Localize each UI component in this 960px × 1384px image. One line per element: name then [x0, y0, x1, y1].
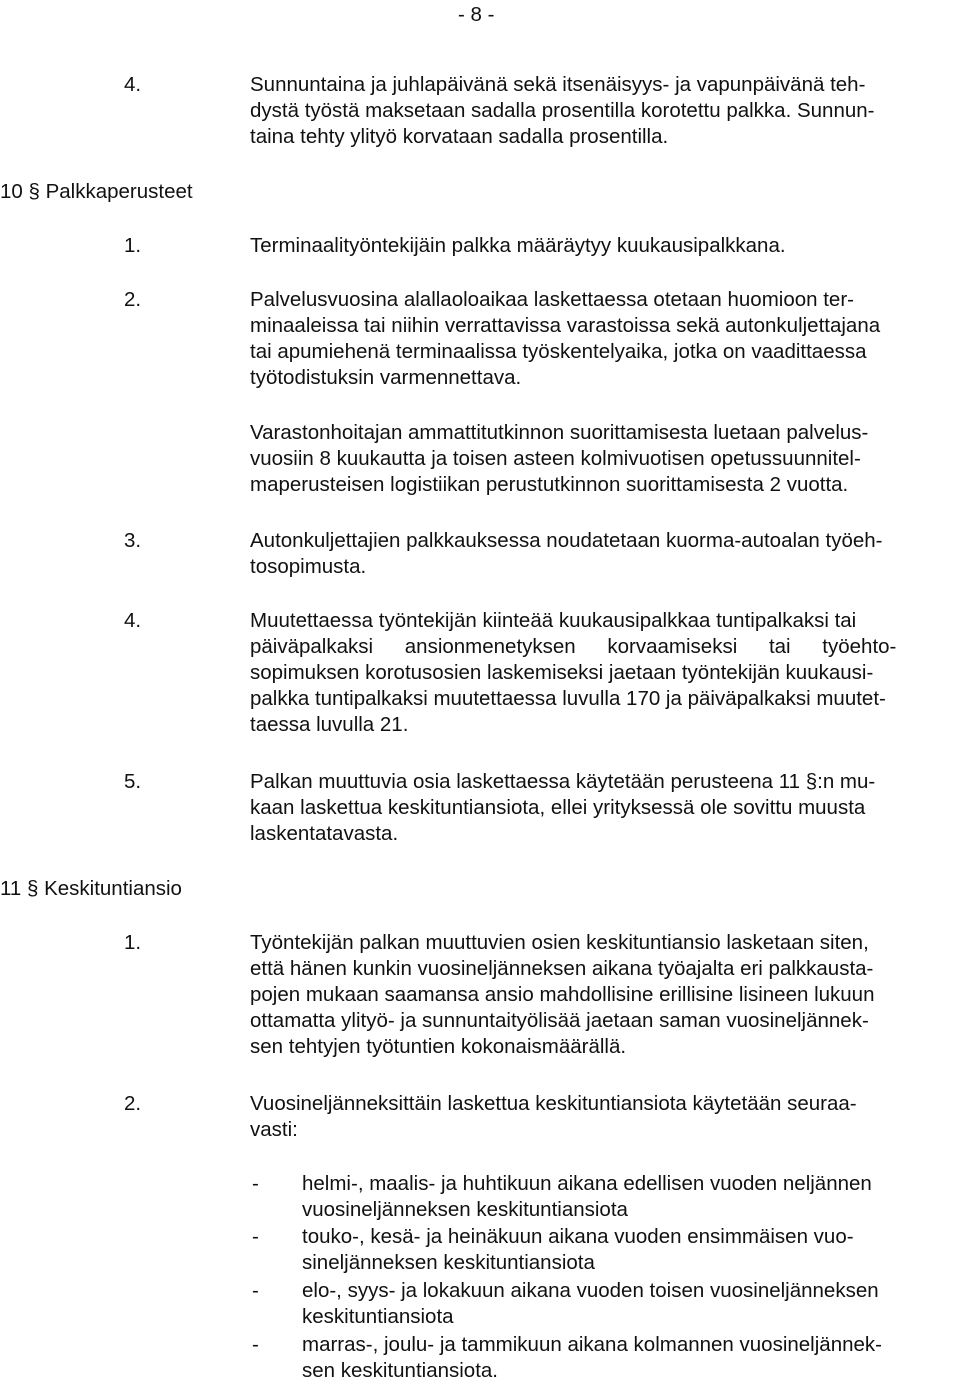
paragraph	[250, 287, 958, 391]
text-line: sen tehtyjen työtuntien kokonaismäärällä.	[250, 1035, 627, 1058]
text-line: kaan laskettua keskituntiansiota, ellei yrityksessä ole sovittu muusta	[250, 796, 866, 819]
text-line: helmi-, maalis- ja huhtikuun aikana edellisen vuoden neljännen	[302, 1172, 872, 1195]
text-line: vasti:	[250, 1118, 298, 1141]
bullet-item	[302, 1171, 958, 1223]
paragraph	[250, 233, 958, 259]
text-line: sen keskituntiansiota.	[302, 1359, 499, 1382]
text-line: tai apumiehenä terminaalissa työskentelyaika, jotka on vaadittaessa	[250, 340, 867, 363]
list-number: 2.	[124, 288, 142, 311]
paragraph	[250, 528, 958, 580]
text-line: marras-, joulu- ja tammikuun aikana kolmannen vuosineljännek-	[302, 1333, 882, 1356]
bullet-item	[302, 1224, 958, 1276]
bullet-item	[302, 1332, 958, 1384]
text-line: ottamatta ylityö- ja sunnuntaityölisää jaetaan saman vuosineljännek-	[250, 1009, 869, 1032]
text-line: minaaleissa tai niihin verrattavissa varastoissa sekä autonkuljettajana	[250, 314, 881, 337]
list-number: 3.	[124, 529, 142, 552]
text-line: tosopimusta.	[250, 555, 367, 578]
text-line: palkka tuntipalkaksi muutettaessa luvulla 170 ja päiväpalkaksi muutet-	[250, 687, 886, 710]
bullet-dash: -	[252, 1333, 259, 1356]
text-line: että hänen kunkin vuosineljänneksen aikana työajalta eri palkkausta-	[250, 957, 874, 980]
paragraph	[250, 72, 958, 150]
text-line: dystä työstä maksetaan sadalla prosentilla korotettu palkka. Sunnun-	[250, 99, 875, 122]
text-line: Varastonhoitajan ammattitutkinnon suorittamisesta luetaan palvelus-	[250, 421, 869, 444]
text-line: touko-, kesä- ja heinäkuun aikana vuoden ensimmäisen vuo-	[302, 1225, 854, 1248]
bullet-dash: -	[252, 1225, 259, 1248]
text-line: Autonkuljettajien palkkauksessa noudatetaan kuorma-autoalan työeh-	[250, 529, 883, 552]
list-number: 1.	[124, 234, 142, 257]
list-number: 5.	[124, 770, 142, 793]
text-line: työtodistuksin varmennettava.	[250, 366, 522, 389]
text-line: Työntekijän palkan muuttuvien osien keskituntiansio lasketaan siten,	[250, 931, 869, 954]
text-line: sopimuksen korotusosien laskemiseksi jaetaan työntekijän kuukausi-	[250, 661, 874, 684]
section-heading: 11 § Keskituntiansio	[0, 877, 182, 900]
paragraph	[250, 930, 958, 1060]
paragraph	[250, 769, 958, 847]
section-heading: 10 § Palkkaperusteet	[0, 180, 193, 203]
text-line: pojen mukaan saamansa ansio mahdollisine erillisine lisineen lukuun	[250, 983, 875, 1006]
list-number: 4.	[124, 609, 142, 632]
text-line: Palkan muuttuvia osia laskettaessa käytetään perusteena 11 §:n mu-	[250, 770, 876, 793]
text-line: taina tehty ylityö korvataan sadalla prosentilla.	[250, 125, 669, 148]
list-number: 4.	[124, 73, 142, 96]
bullet-dash: -	[252, 1279, 259, 1302]
text-line: elo-, syys- ja lokakuun aikana vuoden toisen vuosineljänneksen	[302, 1279, 879, 1302]
text-line: maperusteisen logistiikan perustutkinnon suorittamisesta 2 vuotta.	[250, 473, 849, 496]
text-line: Terminaalityöntekijäin palkka määräytyy kuukausipalkkana.	[250, 234, 786, 257]
paragraph	[250, 1091, 958, 1143]
bullet-item	[302, 1278, 958, 1330]
text-line: laskentatavasta.	[250, 822, 399, 845]
page-number: - 8 -	[458, 3, 495, 26]
text-line: Vuosineljänneksittäin laskettua keskituntiansiota käytetään seuraa-	[250, 1092, 857, 1115]
bullet-dash: -	[252, 1172, 259, 1195]
list-number: 2.	[124, 1092, 142, 1115]
text-line: vuosineljänneksen keskituntiansiota	[302, 1198, 628, 1221]
text-line: Muutettaessa työntekijän kiinteää kuukausipalkkaa tuntipalkaksi tai	[250, 609, 857, 632]
text-line: Sunnuntaina ja juhlapäivänä sekä itsenäisyys- ja vapunpäivänä teh-	[250, 73, 866, 96]
text-line: vuosiin 8 kuukautta ja toisen asteen kolmivuotisen opetussuunnitel-	[250, 447, 861, 470]
paragraph	[250, 608, 958, 738]
text-line: päiväpalkaksi ansionmenetyksen korvaamiseksi tai työehto-	[250, 635, 897, 658]
list-number: 1.	[124, 931, 142, 954]
text-line: taessa luvulla 21.	[250, 713, 409, 736]
paragraph	[250, 420, 958, 498]
text-line: Palvelusvuosina alallaoloaikaa laskettaessa otetaan huomioon ter-	[250, 288, 854, 311]
text-line: sineljänneksen keskituntiansiota	[302, 1251, 595, 1274]
text-line: keskituntiansiota	[302, 1305, 454, 1328]
